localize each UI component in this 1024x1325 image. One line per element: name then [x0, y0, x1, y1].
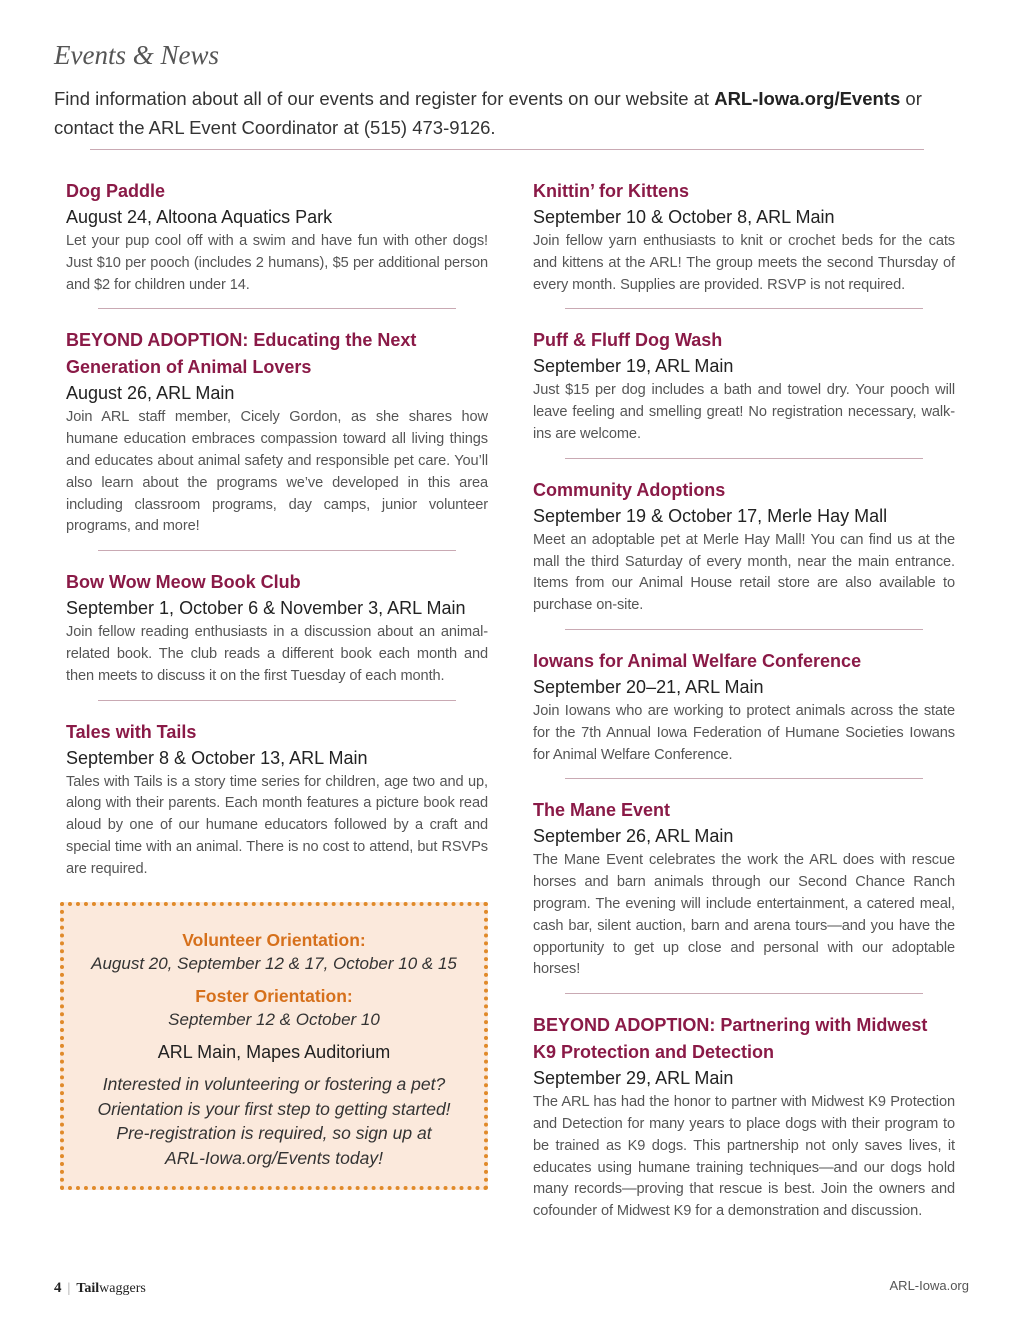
event-knittin-for-kittens — [533, 178, 955, 296]
event-date: August 24, Altoona Aquatics Park — [66, 207, 333, 227]
foster-orientation-dates: September 12 & October 10 — [168, 1010, 380, 1029]
event-description: Join fellow yarn enthusiasts to knit or crochet beds for the cats and kittens at the ARL! The group meets the second Thursday of every month. Supplies are provided. RSVP is not required. — [533, 233, 955, 293]
orientation-pitch — [64, 1072, 484, 1170]
event-title: Dog Paddle — [66, 181, 166, 201]
event-description: Join Iowans who are working to protect animals across the state for the 7th Annual Iowa Federation of Humane Societies Iowans for Animal Welfare Conference. — [533, 702, 955, 763]
top-divider — [90, 149, 924, 150]
event-description: Meet an adoptable pet at Merle Hay Mall! You can find us at the mall the third Saturday of every month, near the main entrance. Items from our Animal House retail store are also available to purchase on-site. — [533, 531, 955, 614]
intro-text — [54, 84, 934, 142]
events-link[interactable]: ARL-Iowa.org/Events — [714, 88, 901, 109]
event-divider — [565, 308, 923, 309]
event-date: September 26, ARL Main — [533, 826, 734, 847]
event-title: Iowans for Animal Welfare Conference — [533, 650, 862, 671]
event-date: September 29, ARL Main — [533, 1068, 734, 1089]
event-description: The ARL has had the honor to partner with Midwest K9 Protection and Detection for many years to place dogs with their program to be trained as K9 dogs. This partnership not only saves lives, it educates using humane training techniques—and our dogs hold many records—proving that rescue is best. Join the owners and cofounder of Midwest K9 for a demonstration and discussion. — [533, 1094, 955, 1220]
event-title: Tales with Tails — [66, 721, 197, 742]
event-divider — [98, 700, 456, 701]
event-title: Puff & Fluff Dog Wash — [533, 330, 723, 351]
pitch-line: Interested in volunteering or fostering a pet? — [102, 1074, 446, 1094]
event-title: Knittin’ for Kittens — [533, 181, 689, 201]
event-title: Bow Wow Meow Book Club — [66, 572, 301, 593]
pitch-line: ARL-Iowa.org/Events today! — [165, 1147, 383, 1168]
event-title: The Mane Event — [533, 800, 671, 821]
event-description: Tales with Tails is a story time series for children, age two and up, along with their parents. Each month features a picture book read aloud by one of our humane educators followed by a craft and special time with an animal. There is no cost to attend, but RSVPs are required. — [66, 773, 488, 877]
left-column — [66, 178, 488, 881]
event-divider — [98, 550, 456, 551]
magazine-name-bold: Tail — [76, 1281, 100, 1296]
event-date: September 20–21, ARL Main — [533, 676, 764, 697]
event-community-adoptions — [533, 477, 955, 617]
orientation-callout — [60, 902, 488, 1190]
event-mane-event — [533, 797, 955, 981]
pitch-line: Pre-registration is required, so sign up at — [116, 1123, 432, 1143]
event-date: August 26, ARL Main — [66, 383, 235, 404]
intro-before: Find information about all of our events and register for events on our website at — [54, 88, 715, 109]
event-description: Just $15 per dog includes a bath and towel dry. Your pooch will leave feeling and smelling great! No registration necessary, walk-ins are welcome. — [533, 382, 955, 442]
footer-left — [54, 1280, 146, 1297]
event-divider — [565, 458, 923, 459]
event-description: Let your pup cool off with a swim and have fun with other dogs! Just $10 per pooch (includes 2 humans), $5 per additional person and $2 for children under 14. — [66, 233, 488, 293]
event-title: BEYOND ADOPTION: Educating the Next Generation of Animal Lovers — [66, 330, 417, 378]
event-title: Community Adoptions — [533, 479, 726, 500]
pitch-line: Orientation is your first step to getting started! — [97, 1098, 451, 1119]
event-title: BEYOND ADOPTION: Partnering with Midwest K9 Protection and Detection — [533, 1015, 928, 1063]
event-book-club — [66, 569, 488, 687]
orientation-location: ARL Main, Mapes Auditorium — [157, 1042, 391, 1062]
event-date: September 19, ARL Main — [533, 356, 734, 377]
page-number: 4 — [54, 1280, 62, 1296]
event-tales-with-tails — [66, 719, 488, 881]
magazine-name-rest: waggers — [99, 1281, 146, 1296]
intro-after: or contact the ARL Event Coordinator at (515) 473-9126. — [54, 88, 922, 138]
footer-website[interactable]: ARL-Iowa.org — [889, 1278, 969, 1293]
event-description: Join fellow reading enthusiasts in a discussion about an animal-related book. The club reads a different book each month and then meets to discuss it on the first Tuesday of each month. — [66, 624, 488, 684]
event-date: September 19 & October 17, Merle Hay Mall — [533, 505, 888, 526]
volunteer-orientation-dates: August 20, September 12 & 17, October 10 & 15 — [91, 954, 457, 973]
event-beyond-adoption-k9 — [533, 1012, 955, 1223]
event-date: September 1, October 6 & November 3, ARL Main — [66, 598, 466, 619]
event-dog-paddle — [66, 178, 488, 296]
foster-orientation-title: Foster Orientation: — [195, 986, 353, 1006]
event-beyond-adoption-education — [66, 327, 488, 538]
event-date: September 8 & October 13, ARL Main — [66, 747, 368, 768]
event-description: The Mane Event celebrates the work the ARL does with rescue horses and barn animals through our Second Chance Ranch program. The evening will include entertainment, a catered meal, cash bar, silent auction, barn and arena tours—and you have the opportunity to get up close and personal with our adoptable horses! — [533, 852, 955, 978]
right-column — [533, 178, 955, 1223]
event-divider — [565, 629, 923, 630]
event-date: September 10 & October 8, ARL Main — [533, 207, 835, 227]
event-divider — [565, 778, 923, 779]
page-title: Events & News — [54, 40, 219, 70]
event-divider — [565, 993, 923, 994]
event-divider — [98, 308, 456, 309]
volunteer-orientation-title: Volunteer Orientation: — [182, 930, 366, 950]
event-dog-wash — [533, 327, 955, 445]
footer-separator: | — [67, 1281, 71, 1296]
event-welfare-conference — [533, 648, 955, 766]
event-description: Join ARL staff member, Cicely Gordon, as she shares how humane education embraces compassion toward all living things and educates about animal safety and responsible pet care. You’ll also learn about the programs we’ve developed in this area including classroom programs, day camps, junior volunteer programs, and more! — [66, 409, 488, 535]
